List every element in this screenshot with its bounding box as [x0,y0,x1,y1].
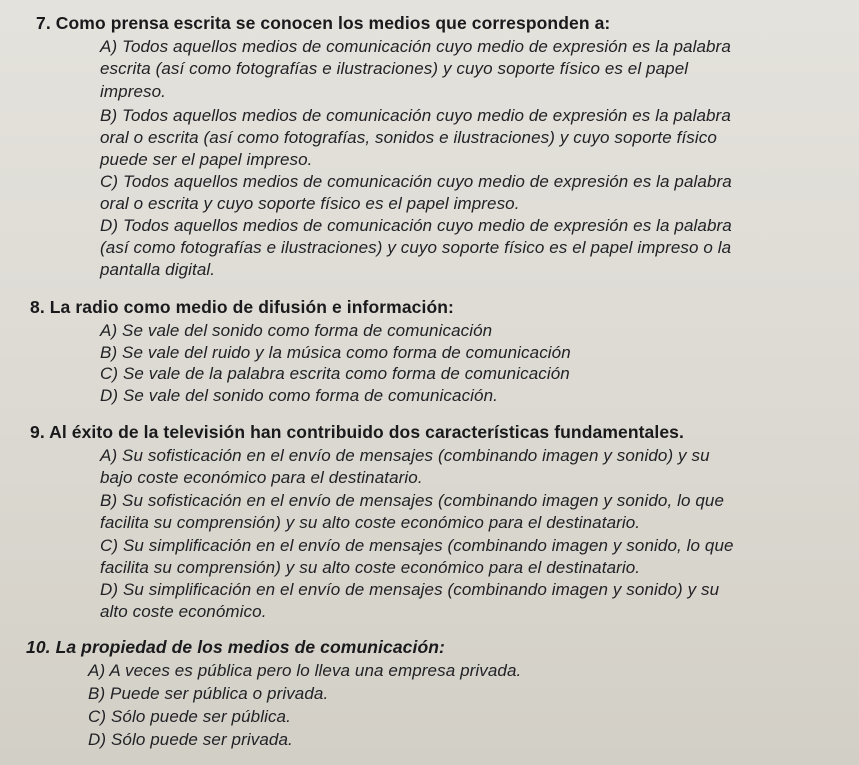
question-10-title [26,637,445,658]
q10-option-b: B) Puede ser pública o privada. [88,684,329,703]
q7-option-d-line-3: pantalla digital. [100,260,216,279]
q8-option-a: A) Se vale del sonido como forma de comunicación [100,321,493,340]
q7-option-c-line-1: C) Todos aquellos medios de comunicación cuyo medio de expresión es la palabra [100,172,732,191]
q8-option-c: C) Se vale de la palabra escrita como forma de comunicación [100,364,570,383]
q7-option-b-line-1: B) Todos aquellos medios de comunicación cuyo medio de expresión es la palabra [100,106,731,125]
q7-option-c-line-2: oral o escrita y cuyo soporte físico es el papel impreso. [100,194,520,213]
q9-option-d-line-2: alto coste económico. [100,602,267,621]
q7-option-a-line-3: impreso. [100,82,166,101]
q10-option-c: C) Sólo puede ser pública. [88,707,291,726]
q9-option-c-line-1: C) Su simplificación en el envío de mensajes (combinando imagen y sonido, lo que [100,536,734,555]
question-8-title: 8. La radio como medio de difusión e información: [30,297,454,317]
q9-option-b-line-1: B) Su sofisticación en el envío de mensajes (combinando imagen y sonido, lo que [100,491,725,510]
q7-option-a-line-2: escrita (así como fotografías e ilustraciones) y cuyo soporte físico es el papel [100,59,689,78]
q8-option-b: B) Se vale del ruido y la música como forma de comunicación [100,343,571,362]
q7-option-d-line-1: D) Todos aquellos medios de comunicación cuyo medio de expresión es la palabra [100,216,732,235]
q7-option-a-line-1: A) Todos aquellos medios de comunicación cuyo medio de expresión es la palabra [100,37,731,56]
q10-option-d: D) Sólo puede ser privada. [88,730,293,749]
q9-option-b-line-2: facilita su comprensión) y su alto coste económico para el destinatario. [100,513,641,532]
q8-option-d: D) Se vale del sonido como forma de comunicación. [100,386,498,405]
question-7-title: 7. Como prensa escrita se conocen los medios que corresponden a: [36,13,611,33]
q9-option-a-line-2: bajo coste económico para el destinatario. [100,468,423,487]
q7-option-b-line-3: puede ser el papel impreso. [100,150,313,169]
q9-option-d-line-1: D) Su simplificación en el envío de mensajes (combinando imagen y sonido) y su [100,580,720,599]
q9-option-a-line-1: A) Su sofisticación en el envío de mensajes (combinando imagen y sonido) y su [100,446,710,465]
q7-option-d-line-2: (así como fotografías e ilustraciones) y cuyo soporte físico es el papel impreso o la [100,238,732,257]
q10-option-a: A) A veces es pública pero lo lleva una empresa privada. [88,661,522,680]
question-9-title: 9. Al éxito de la televisión han contribuido dos características fundamentales. [30,422,684,442]
q9-option-c-line-2: facilita su comprensión) y su alto coste económico para el destinatario. [100,558,641,577]
question-10-title-text: 10. La propiedad de los medios de comunicación: [26,637,445,657]
q7-option-b-line-2: oral o escrita (así como fotografías, sonidos e ilustraciones) y cuyo soporte físico [100,128,717,147]
